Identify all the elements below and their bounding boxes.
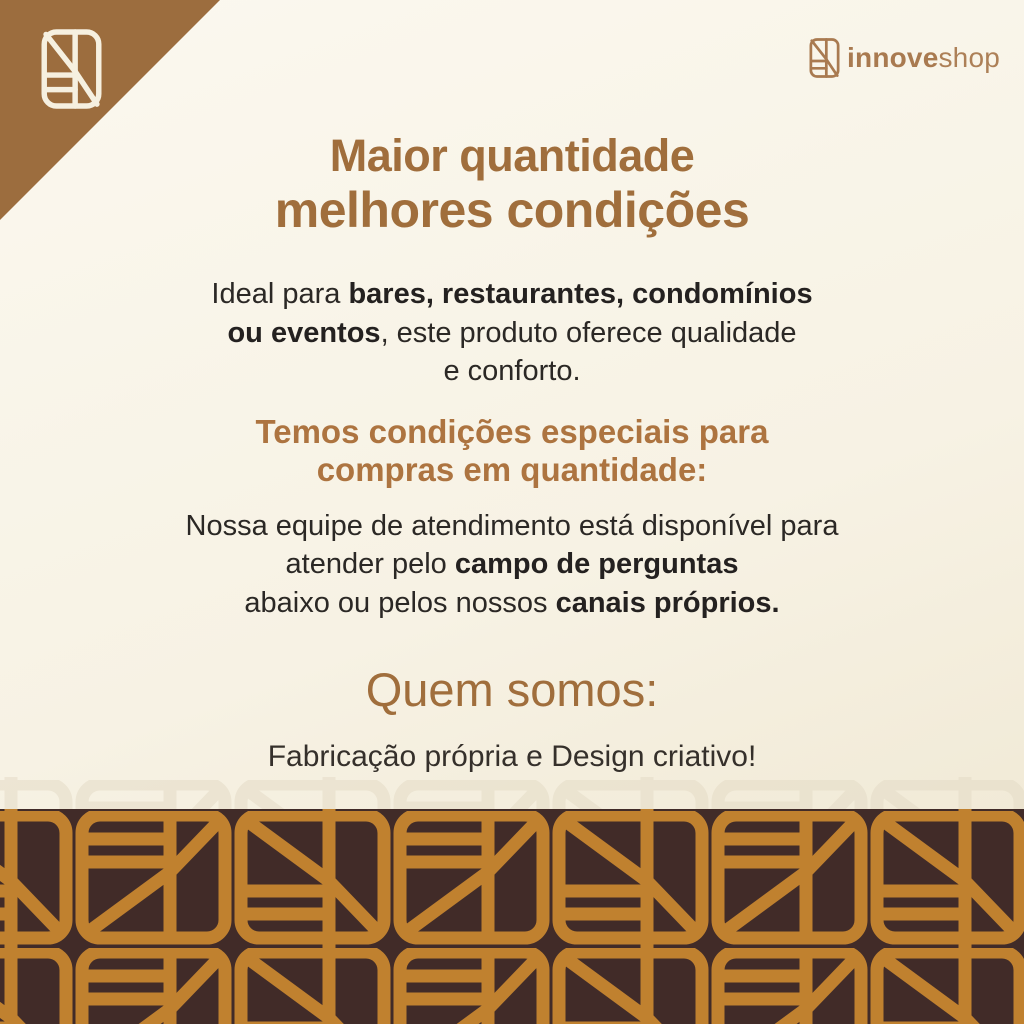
- intro-paragraph: [0, 275, 1024, 391]
- intro-line2: [0, 314, 1024, 353]
- hero-title-line2: melhores condições: [274, 182, 750, 238]
- offer-heading-line2: compras em quantidade:: [316, 450, 708, 488]
- about-heading: Quem somos:: [365, 663, 659, 716]
- offer-heading-line1: Temos condições especiais para: [255, 412, 769, 450]
- support-paragraph: [0, 507, 1024, 623]
- intro-line1: [0, 275, 1024, 314]
- support-line1: Nossa equipe de atendimento está disponível para: [185, 509, 839, 542]
- hero-title-line1: Maior quantidade: [329, 130, 695, 181]
- support-line2: [0, 545, 1024, 584]
- intro-line2-bold: ou eventos: [227, 316, 381, 349]
- pattern-band: [0, 777, 1024, 1024]
- support-line3-bold: canais próprios.: [555, 586, 780, 619]
- support-line3-normal: abaixo ou pelos nossos: [244, 586, 556, 619]
- pattern-band-svg: [0, 777, 1024, 1024]
- ghost-pattern-strip: [0, 777, 1024, 809]
- intro-line2-normal: , este produto oferece qualidade: [380, 316, 797, 349]
- about-tagline: Fabricação própria e Design criativo!: [267, 740, 757, 773]
- intro-line3: e conforto.: [443, 355, 581, 387]
- intro-line1-normal: Ideal para: [211, 278, 349, 310]
- offer-heading: [0, 413, 1024, 489]
- support-line3: [0, 584, 1024, 623]
- intro-line1-bold: bares, restaurantes, condomínios: [348, 278, 813, 310]
- hero-title: [0, 129, 1024, 238]
- pattern-band-lattice: [0, 809, 1024, 1024]
- brand-name-light: shop: [938, 42, 1000, 73]
- support-line2-bold: campo de perguntas: [454, 548, 739, 580]
- brand-name-bold: innove: [847, 42, 939, 73]
- support-line2-normal: atender pelo: [285, 548, 455, 580]
